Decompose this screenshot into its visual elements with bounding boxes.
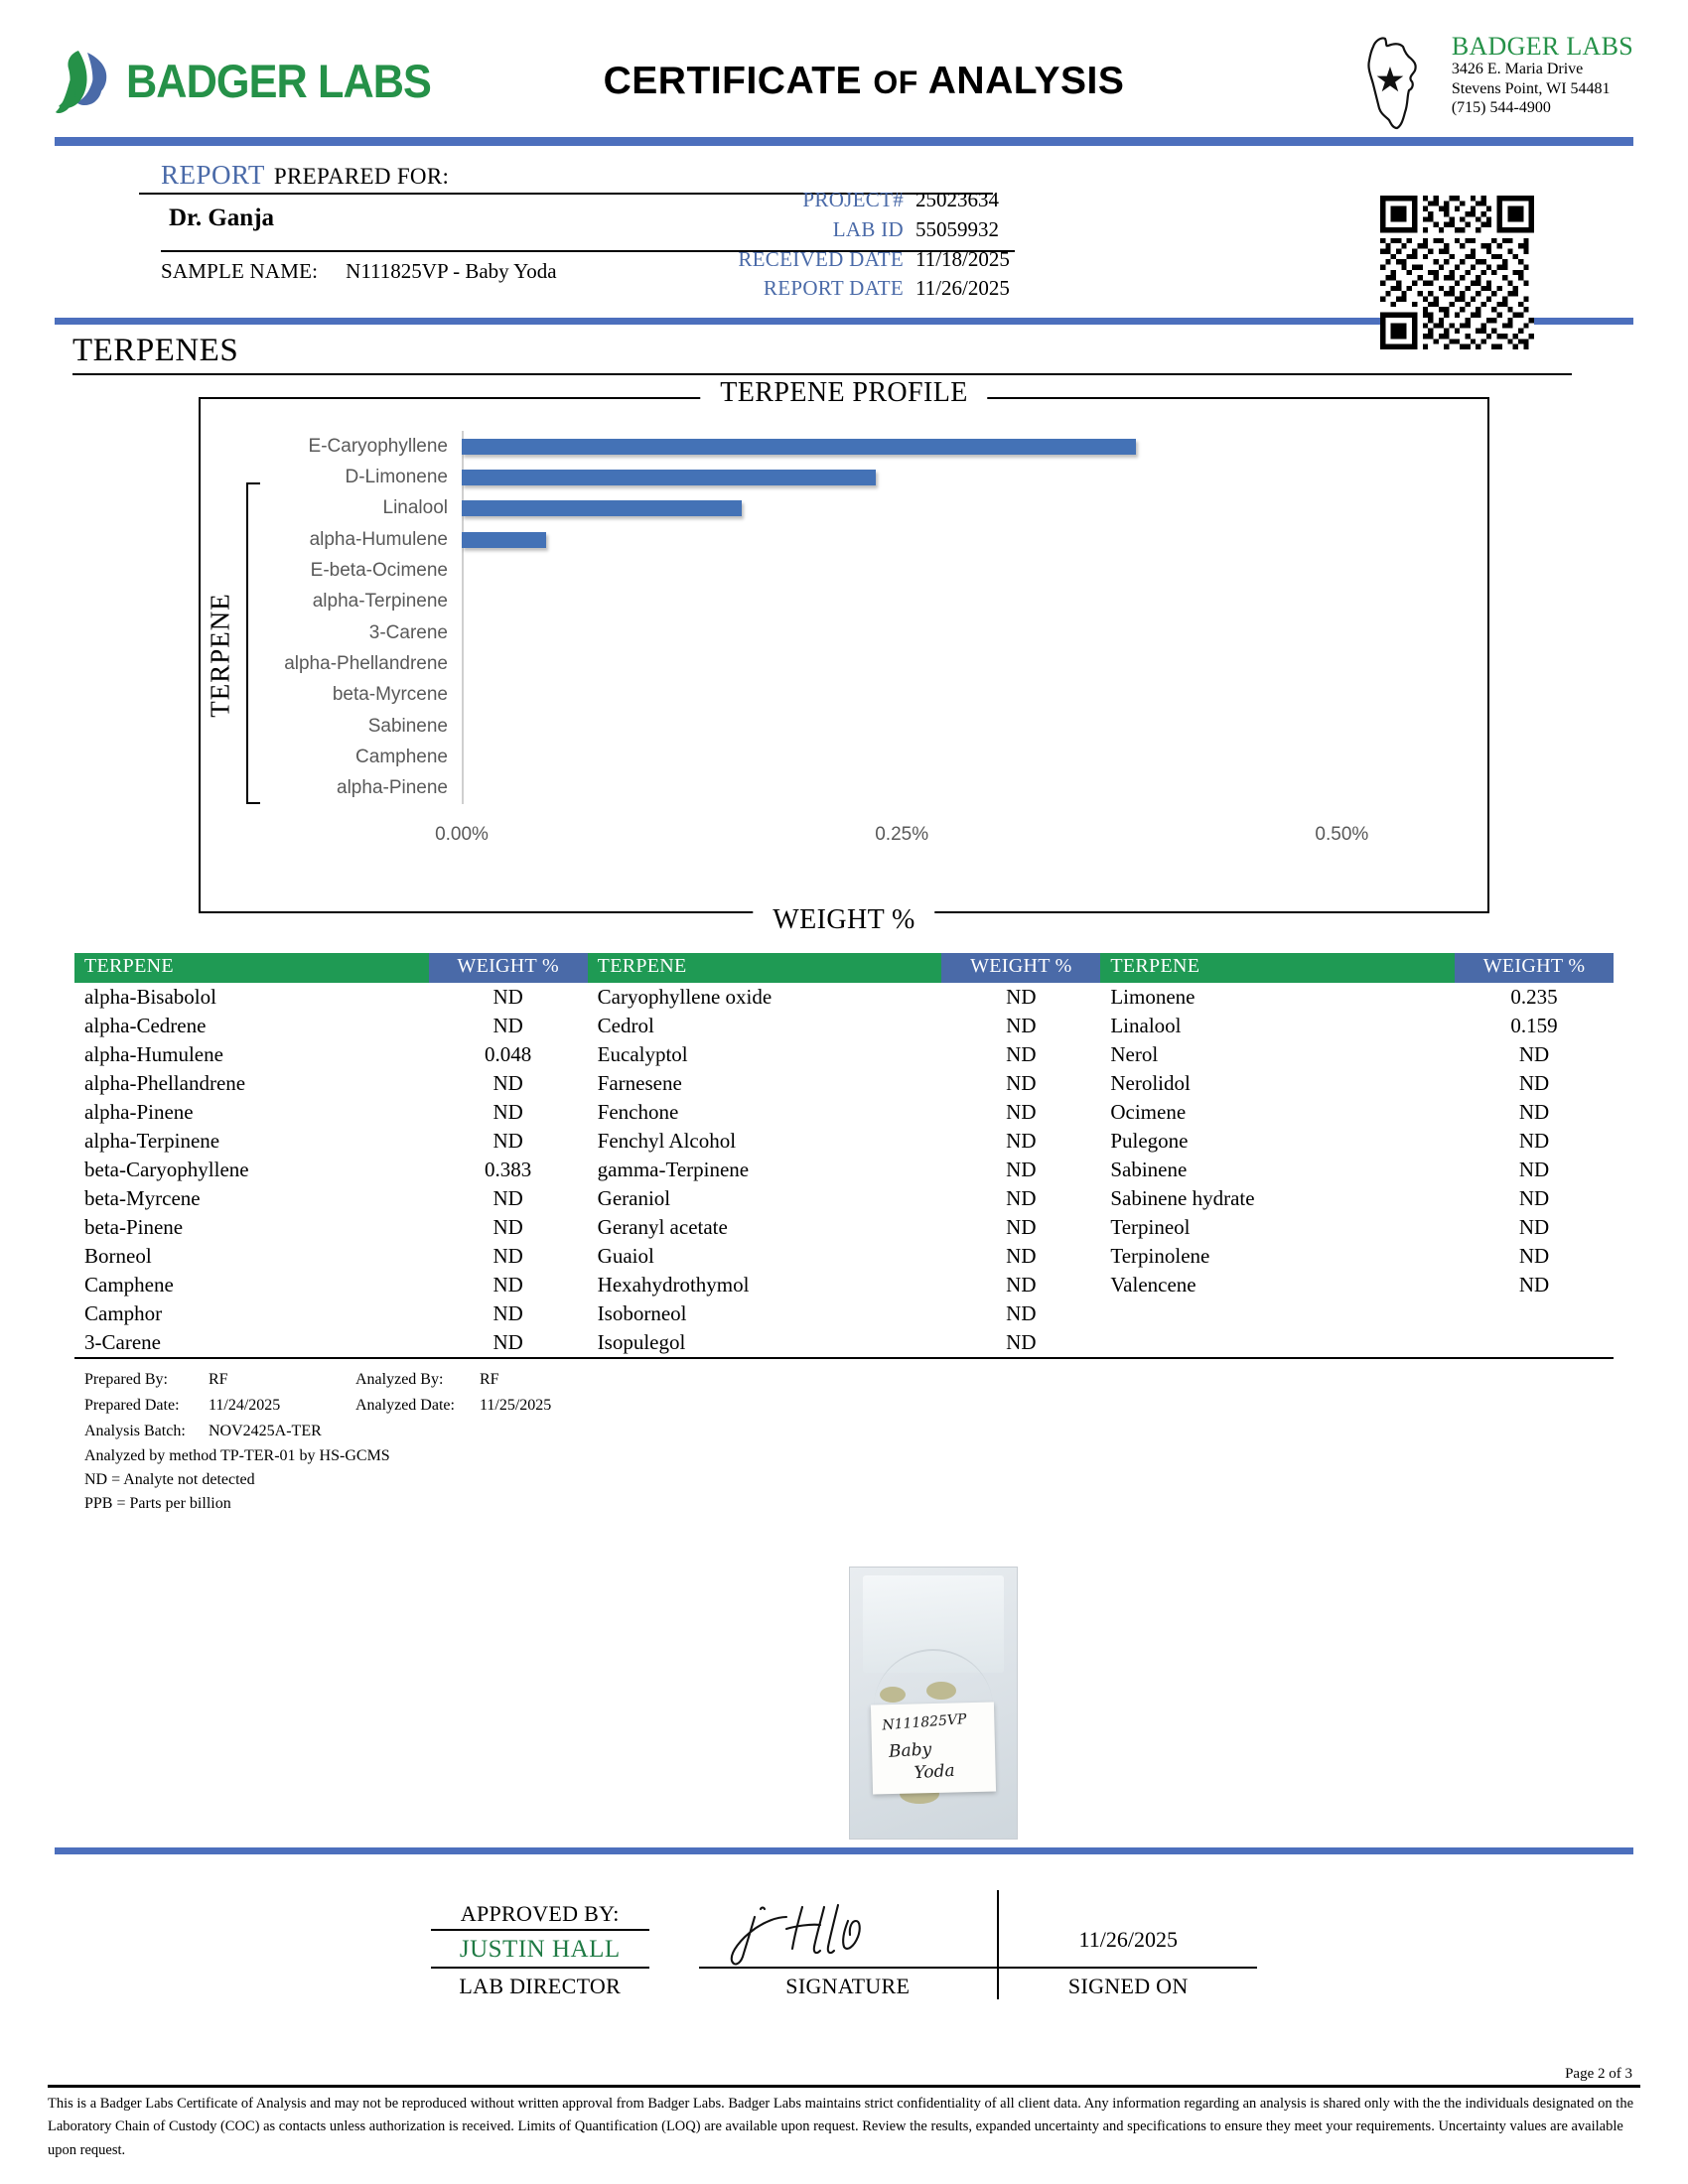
- chart-plot-area: [284, 431, 1430, 804]
- column-header-terpene: TERPENE: [588, 953, 942, 983]
- report-meta-grid: [710, 186, 1038, 304]
- project-number-value: 25023634: [915, 188, 999, 211]
- terpene-weight: ND: [1518, 1042, 1550, 1066]
- signed-on-block: [999, 1927, 1257, 1999]
- terpene-weight: 0.159: [1510, 1014, 1558, 1037]
- terpene-name: Terpineol: [1110, 1215, 1191, 1239]
- report-date-label: REPORT DATE: [763, 276, 904, 301]
- table-row: [588, 1069, 1101, 1098]
- chart-category-label: D-Limonene: [345, 466, 448, 487]
- terpene-results-table: [74, 953, 1614, 1359]
- terpene-weight: ND: [1518, 1244, 1550, 1268]
- chart-bar: [462, 439, 1136, 455]
- table-row: [74, 983, 588, 1012]
- title-rest: ANALYSIS: [927, 59, 1125, 102]
- table-row: [74, 1012, 588, 1040]
- title-of: OF: [873, 64, 918, 100]
- terpene-name: beta-Myrcene: [84, 1186, 201, 1210]
- terpene-weight: 0.235: [1510, 985, 1558, 1009]
- table-row: [1100, 1184, 1614, 1213]
- signed-on-label: SIGNED ON: [1067, 1974, 1189, 1998]
- terpene-weight: ND: [1006, 1100, 1037, 1124]
- terpene-name: Eucalyptol: [597, 1042, 688, 1066]
- table-row: [588, 1328, 1101, 1357]
- terpene-name: Nerol: [1110, 1042, 1159, 1066]
- received-date-value: 11/18/2025: [915, 246, 1010, 271]
- lab-address-block: [1246, 29, 1633, 133]
- chart-bar-row: [332, 680, 1430, 711]
- chart-category-label: alpha-Phellandrene: [284, 652, 448, 674]
- terpene-weight: ND: [492, 1273, 523, 1297]
- handwriting-line-2: Baby: [888, 1738, 932, 1762]
- terpene-name: Camphor: [84, 1301, 163, 1325]
- table-row: [588, 1299, 1101, 1328]
- terpene-name: beta-Caryophyllene: [84, 1158, 249, 1181]
- handwriting-line-1: N111825VP: [881, 1710, 968, 1733]
- prepared-date-label: Prepared Date:: [84, 1396, 180, 1414]
- table-row: [1100, 983, 1614, 1012]
- terpene-weight: ND: [1006, 1215, 1037, 1239]
- table-row: [1100, 1069, 1614, 1098]
- approval-divider: [55, 1847, 1633, 1854]
- terpene-name: Cedrol: [597, 1014, 654, 1037]
- analyzed-by-label: Analyzed By:: [355, 1371, 444, 1388]
- table-row: [74, 1328, 588, 1357]
- terpene-weight: ND: [1006, 1042, 1037, 1066]
- chart-bar-row: [312, 587, 1430, 617]
- chart-x-tick: 0.50%: [1315, 824, 1369, 845]
- chart-bar-row: [308, 431, 1430, 462]
- results-column: [74, 953, 588, 1357]
- table-row: [1100, 1242, 1614, 1271]
- table-row: [588, 1040, 1101, 1069]
- signed-on-value: 11/26/2025: [1078, 1927, 1178, 1952]
- meta-row: [710, 215, 1038, 245]
- chart-bar-row: [310, 555, 1430, 586]
- terpene-name: Fenchyl Alcohol: [597, 1129, 737, 1153]
- analysis-batch-value: NOV2425A-TER: [209, 1422, 322, 1439]
- chart-bar-rows: [284, 431, 1430, 804]
- table-row: [588, 1012, 1101, 1040]
- terpene-name: alpha-Cedrene: [84, 1014, 207, 1037]
- terpene-name: Limonene: [1110, 985, 1196, 1009]
- analyzed-date-label: Analyzed Date:: [355, 1396, 455, 1414]
- terpene-weight: ND: [1518, 1071, 1550, 1095]
- terpene-name: alpha-Pinene: [84, 1100, 194, 1124]
- table-row: [588, 983, 1101, 1012]
- signature-mark: [699, 1893, 997, 1967]
- chart-bar-row: [382, 493, 1430, 524]
- sample-name-value: N111825VP - Baby Yoda: [346, 259, 557, 283]
- terpene-name: beta-Pinene: [84, 1215, 184, 1239]
- terpene-name: Camphene: [84, 1273, 174, 1297]
- table-row: [588, 1213, 1101, 1242]
- terpene-name: Isopulegol: [597, 1330, 686, 1354]
- chart-category-label: Linalool: [382, 497, 448, 519]
- table-row: [74, 1098, 588, 1127]
- table-row: [74, 1184, 588, 1213]
- terpene-name: Sabinene hydrate: [1110, 1186, 1255, 1210]
- title-main: CERTIFICATE: [603, 59, 863, 102]
- chart-bar-row: [368, 617, 1430, 648]
- terpene-name: alpha-Terpinene: [84, 1129, 220, 1153]
- meta-row: [710, 186, 1038, 215]
- meta-row: [710, 245, 1038, 275]
- table-row: [588, 1242, 1101, 1271]
- chart-category-label: alpha-Pinene: [337, 777, 448, 799]
- analysis-metadata: [84, 1367, 1633, 1517]
- terpene-weight: ND: [492, 1071, 523, 1095]
- terpene-name: 3-Carene: [84, 1330, 161, 1354]
- column-header-weight: WEIGHT %: [1455, 953, 1614, 983]
- lab-id-value: 55059932: [915, 216, 999, 241]
- table-row: [1100, 1040, 1614, 1069]
- terpene-name: alpha-Phellandrene: [84, 1071, 246, 1095]
- method-note: Analyzed by method TP-TER-01 by HS-GCMS: [84, 1446, 390, 1464]
- terpenes-section-header: [55, 318, 1633, 375]
- signature-block: [699, 1893, 997, 1999]
- table-row: [1100, 1156, 1614, 1184]
- chart-bar-row: [309, 524, 1430, 555]
- page-header: [55, 0, 1633, 134]
- handwriting-line-3: Yoda: [914, 1760, 956, 1784]
- prepared-by-value: RF: [209, 1371, 228, 1388]
- terpene-name: Linalool: [1110, 1014, 1182, 1037]
- terpene-name: gamma-Terpinene: [597, 1158, 750, 1181]
- terpene-weight: ND: [1518, 1186, 1550, 1210]
- results-header-row: [1100, 953, 1614, 983]
- terpene-weight: ND: [492, 1330, 523, 1354]
- table-row: [588, 1156, 1101, 1184]
- sample-material: [926, 1682, 956, 1700]
- table-row: [74, 1271, 588, 1299]
- terpene-name: Caryophyllene oxide: [597, 985, 773, 1009]
- table-row: [74, 1213, 588, 1242]
- terpene-weight: ND: [1006, 1330, 1037, 1354]
- terpene-weight: ND: [492, 1215, 523, 1239]
- chart-y-axis-label: TERPENE: [205, 593, 235, 718]
- chart-category-label: beta-Myrcene: [332, 684, 448, 706]
- page-footer: [48, 2066, 1640, 2162]
- sample-handwritten-label: [871, 1702, 996, 1794]
- terpene-name: Nerolidol: [1110, 1071, 1191, 1095]
- terpene-weight: ND: [1006, 1244, 1037, 1268]
- terpene-weight: ND: [1518, 1129, 1550, 1153]
- results-header-row: [588, 953, 1101, 983]
- table-row: [74, 1127, 588, 1156]
- terpene-weight: ND: [1518, 1100, 1550, 1124]
- terpene-weight: ND: [492, 1100, 523, 1124]
- leaf-logo-icon: [55, 49, 112, 114]
- analyzed-date-value: 11/25/2025: [480, 1396, 552, 1414]
- column-header-weight: WEIGHT %: [941, 953, 1100, 983]
- sample-name-label: SAMPLE NAME:: [161, 259, 319, 283]
- terpene-name: Valencene: [1110, 1273, 1196, 1297]
- empty-row: [1100, 1299, 1614, 1324]
- terpene-name: Isoborneol: [597, 1301, 687, 1325]
- terpene-name: Fenchone: [597, 1100, 679, 1124]
- signature-label: SIGNATURE: [785, 1974, 911, 1998]
- table-row: [74, 1156, 588, 1184]
- column-header-terpene: TERPENE: [74, 953, 429, 983]
- terpene-weight: ND: [1006, 1071, 1037, 1095]
- nd-note: ND = Analyte not detected: [84, 1471, 255, 1489]
- approved-by-block: [431, 1901, 649, 1999]
- terpene-name: Pulegone: [1110, 1129, 1189, 1153]
- terpene-weight: ND: [1006, 985, 1037, 1009]
- chart-category-label: Camphene: [355, 746, 448, 767]
- chart-bar-row: [337, 773, 1430, 804]
- terpene-weight: ND: [1518, 1273, 1550, 1297]
- meta-row: [710, 274, 1038, 304]
- chart-x-axis-ticks: [435, 824, 1430, 848]
- approver-role: LAB DIRECTOR: [459, 1974, 622, 1998]
- table-row: [1100, 1098, 1614, 1127]
- terpene-name: Sabinene: [1110, 1158, 1188, 1181]
- terpene-weight: ND: [492, 1244, 523, 1268]
- chart-category-label: E-Caryophyllene: [308, 435, 448, 457]
- brand-logo: [55, 49, 482, 114]
- table-row: [1100, 1127, 1614, 1156]
- ppb-note: PPB = Parts per billion: [84, 1495, 231, 1513]
- results-column: [1100, 953, 1614, 1357]
- column-header-terpene: TERPENE: [1100, 953, 1455, 983]
- chart-category-label: 3-Carene: [368, 621, 448, 643]
- table-row: [74, 1299, 588, 1328]
- chart-category-label: alpha-Humulene: [309, 528, 448, 550]
- brand-name: BADGER LABS: [126, 55, 431, 107]
- chart-bar: [462, 532, 546, 548]
- chart-bar: [462, 500, 742, 516]
- page-number: Page 2 of 3: [1565, 2065, 1632, 2082]
- terpene-weight: 0.048: [485, 1042, 532, 1066]
- approved-by-label: APPROVED BY:: [431, 1901, 649, 1931]
- terpene-name: Terpinolene: [1110, 1244, 1210, 1268]
- results-column: [588, 953, 1101, 1357]
- table-row: [74, 1069, 588, 1098]
- terpene-weight: ND: [492, 985, 523, 1009]
- terpene-weight: ND: [1006, 1273, 1037, 1297]
- table-row: [588, 1271, 1101, 1299]
- terpene-weight: ND: [1006, 1301, 1037, 1325]
- prepared-by-label: Prepared By:: [84, 1371, 168, 1388]
- lab-id-label: LAB ID: [832, 216, 904, 241]
- chart-x-tick: 0.00%: [435, 824, 489, 845]
- chart-category-label: Sabinene: [367, 715, 448, 737]
- table-row: [588, 1098, 1101, 1127]
- report-word: REPORT: [161, 160, 265, 190]
- terpene-weight: 0.383: [485, 1158, 532, 1181]
- terpene-name: Borneol: [84, 1244, 152, 1268]
- lab-name: BADGER LABS: [1451, 32, 1633, 61]
- column-header-weight: WEIGHT %: [429, 953, 588, 983]
- sample-photo: [849, 1567, 1018, 1840]
- terpene-weight: ND: [492, 1301, 523, 1325]
- analysis-batch-row: [84, 1419, 1633, 1444]
- terpene-weight: ND: [1006, 1014, 1037, 1037]
- chart-bar-row: [345, 462, 1430, 492]
- terpene-name: Farnesene: [597, 1071, 682, 1095]
- chart-title: TERPENE PROFILE: [700, 377, 987, 409]
- table-row: [588, 1184, 1101, 1213]
- address-line-2: Stevens Point, WI 54481: [1451, 79, 1611, 97]
- disclaimer-text: This is a Badger Labs Certificate of Analysis and may not be reproduced without written approval from Badger Labs. Badger Labs maintains strict confidentiality of all client data. Any information regarding an analysis is shared only with the the individuals designated on the Laboratory Chain of Custody (COC) as contacts unless authorization is received. Limits of Quantification (LOQ) are available upon request. Review the results, expanded uncertainty and specifications to ensure they meet your requirements. Uncertainty values are available upon request.: [48, 2095, 1634, 2158]
- terpene-weight: ND: [1006, 1158, 1037, 1181]
- chart-bar-row: [355, 742, 1430, 772]
- prepared-date-value: 11/24/2025: [209, 1396, 281, 1414]
- terpene-weight: ND: [1518, 1158, 1550, 1181]
- approval-section: [55, 1844, 1633, 1999]
- chart-bar: [462, 470, 876, 485]
- empty-row: [1100, 1324, 1614, 1349]
- report-info-block: [55, 146, 1633, 301]
- table-row: [1100, 1012, 1614, 1040]
- terpene-weight: ND: [1006, 1186, 1037, 1210]
- terpene-weight: ND: [492, 1129, 523, 1153]
- table-row: [1100, 1213, 1614, 1242]
- chart-bar-row: [367, 711, 1430, 742]
- address-line-1: 3426 E. Maria Drive: [1451, 61, 1584, 78]
- table-row: [74, 1040, 588, 1069]
- analyzed-by-value: RF: [480, 1371, 499, 1388]
- section-title: TERPENES: [72, 333, 239, 368]
- table-row: [588, 1127, 1101, 1156]
- prepared-for-word: PREPARED FOR:: [273, 164, 450, 189]
- chart-category-label: E-beta-Ocimene: [310, 559, 448, 581]
- terpene-weight: ND: [1518, 1215, 1550, 1239]
- chart-bar-row: [284, 648, 1430, 679]
- prepared-analyzed-date-row: [84, 1393, 1633, 1419]
- terpene-weight: ND: [1006, 1129, 1037, 1153]
- chart-x-axis-label: WEIGHT %: [753, 904, 934, 936]
- address-line-3: (715) 544-4900: [1451, 99, 1551, 117]
- report-date-value: 11/26/2025: [915, 276, 1010, 301]
- terpene-weight: ND: [492, 1186, 523, 1210]
- terpene-name: Geranyl acetate: [597, 1215, 728, 1239]
- section-title-underline: [72, 373, 1572, 375]
- terpene-name: alpha-Humulene: [84, 1042, 223, 1066]
- table-row: [1100, 1271, 1614, 1299]
- approver-name: JUSTIN HALL: [431, 1931, 649, 1969]
- y-axis-bracket: [246, 482, 260, 804]
- terpene-name: Ocimene: [1110, 1100, 1187, 1124]
- client-name: Dr. Ganja: [169, 205, 275, 231]
- terpene-name: Hexahydrothymol: [597, 1273, 750, 1297]
- results-header-row: [74, 953, 588, 983]
- project-number-label: PROJECT#: [802, 188, 904, 211]
- page-title: [482, 60, 1246, 103]
- terpene-profile-chart: [199, 377, 1489, 935]
- header-divider: [55, 137, 1633, 146]
- chart-x-tick: 0.25%: [875, 824, 929, 845]
- chart-category-label: alpha-Terpinene: [312, 591, 448, 613]
- terpene-name: Geraniol: [597, 1186, 671, 1210]
- prepared-analyzed-by-row: [84, 1367, 1633, 1393]
- received-date-label: RECEIVED DATE: [738, 246, 904, 271]
- wisconsin-map-icon: [1351, 29, 1446, 133]
- terpene-name: alpha-Bisabolol: [84, 985, 216, 1009]
- analysis-batch-label: Analysis Batch:: [84, 1422, 186, 1439]
- terpene-name: Guaiol: [597, 1244, 654, 1268]
- terpene-weight: ND: [492, 1014, 523, 1037]
- table-row: [74, 1242, 588, 1271]
